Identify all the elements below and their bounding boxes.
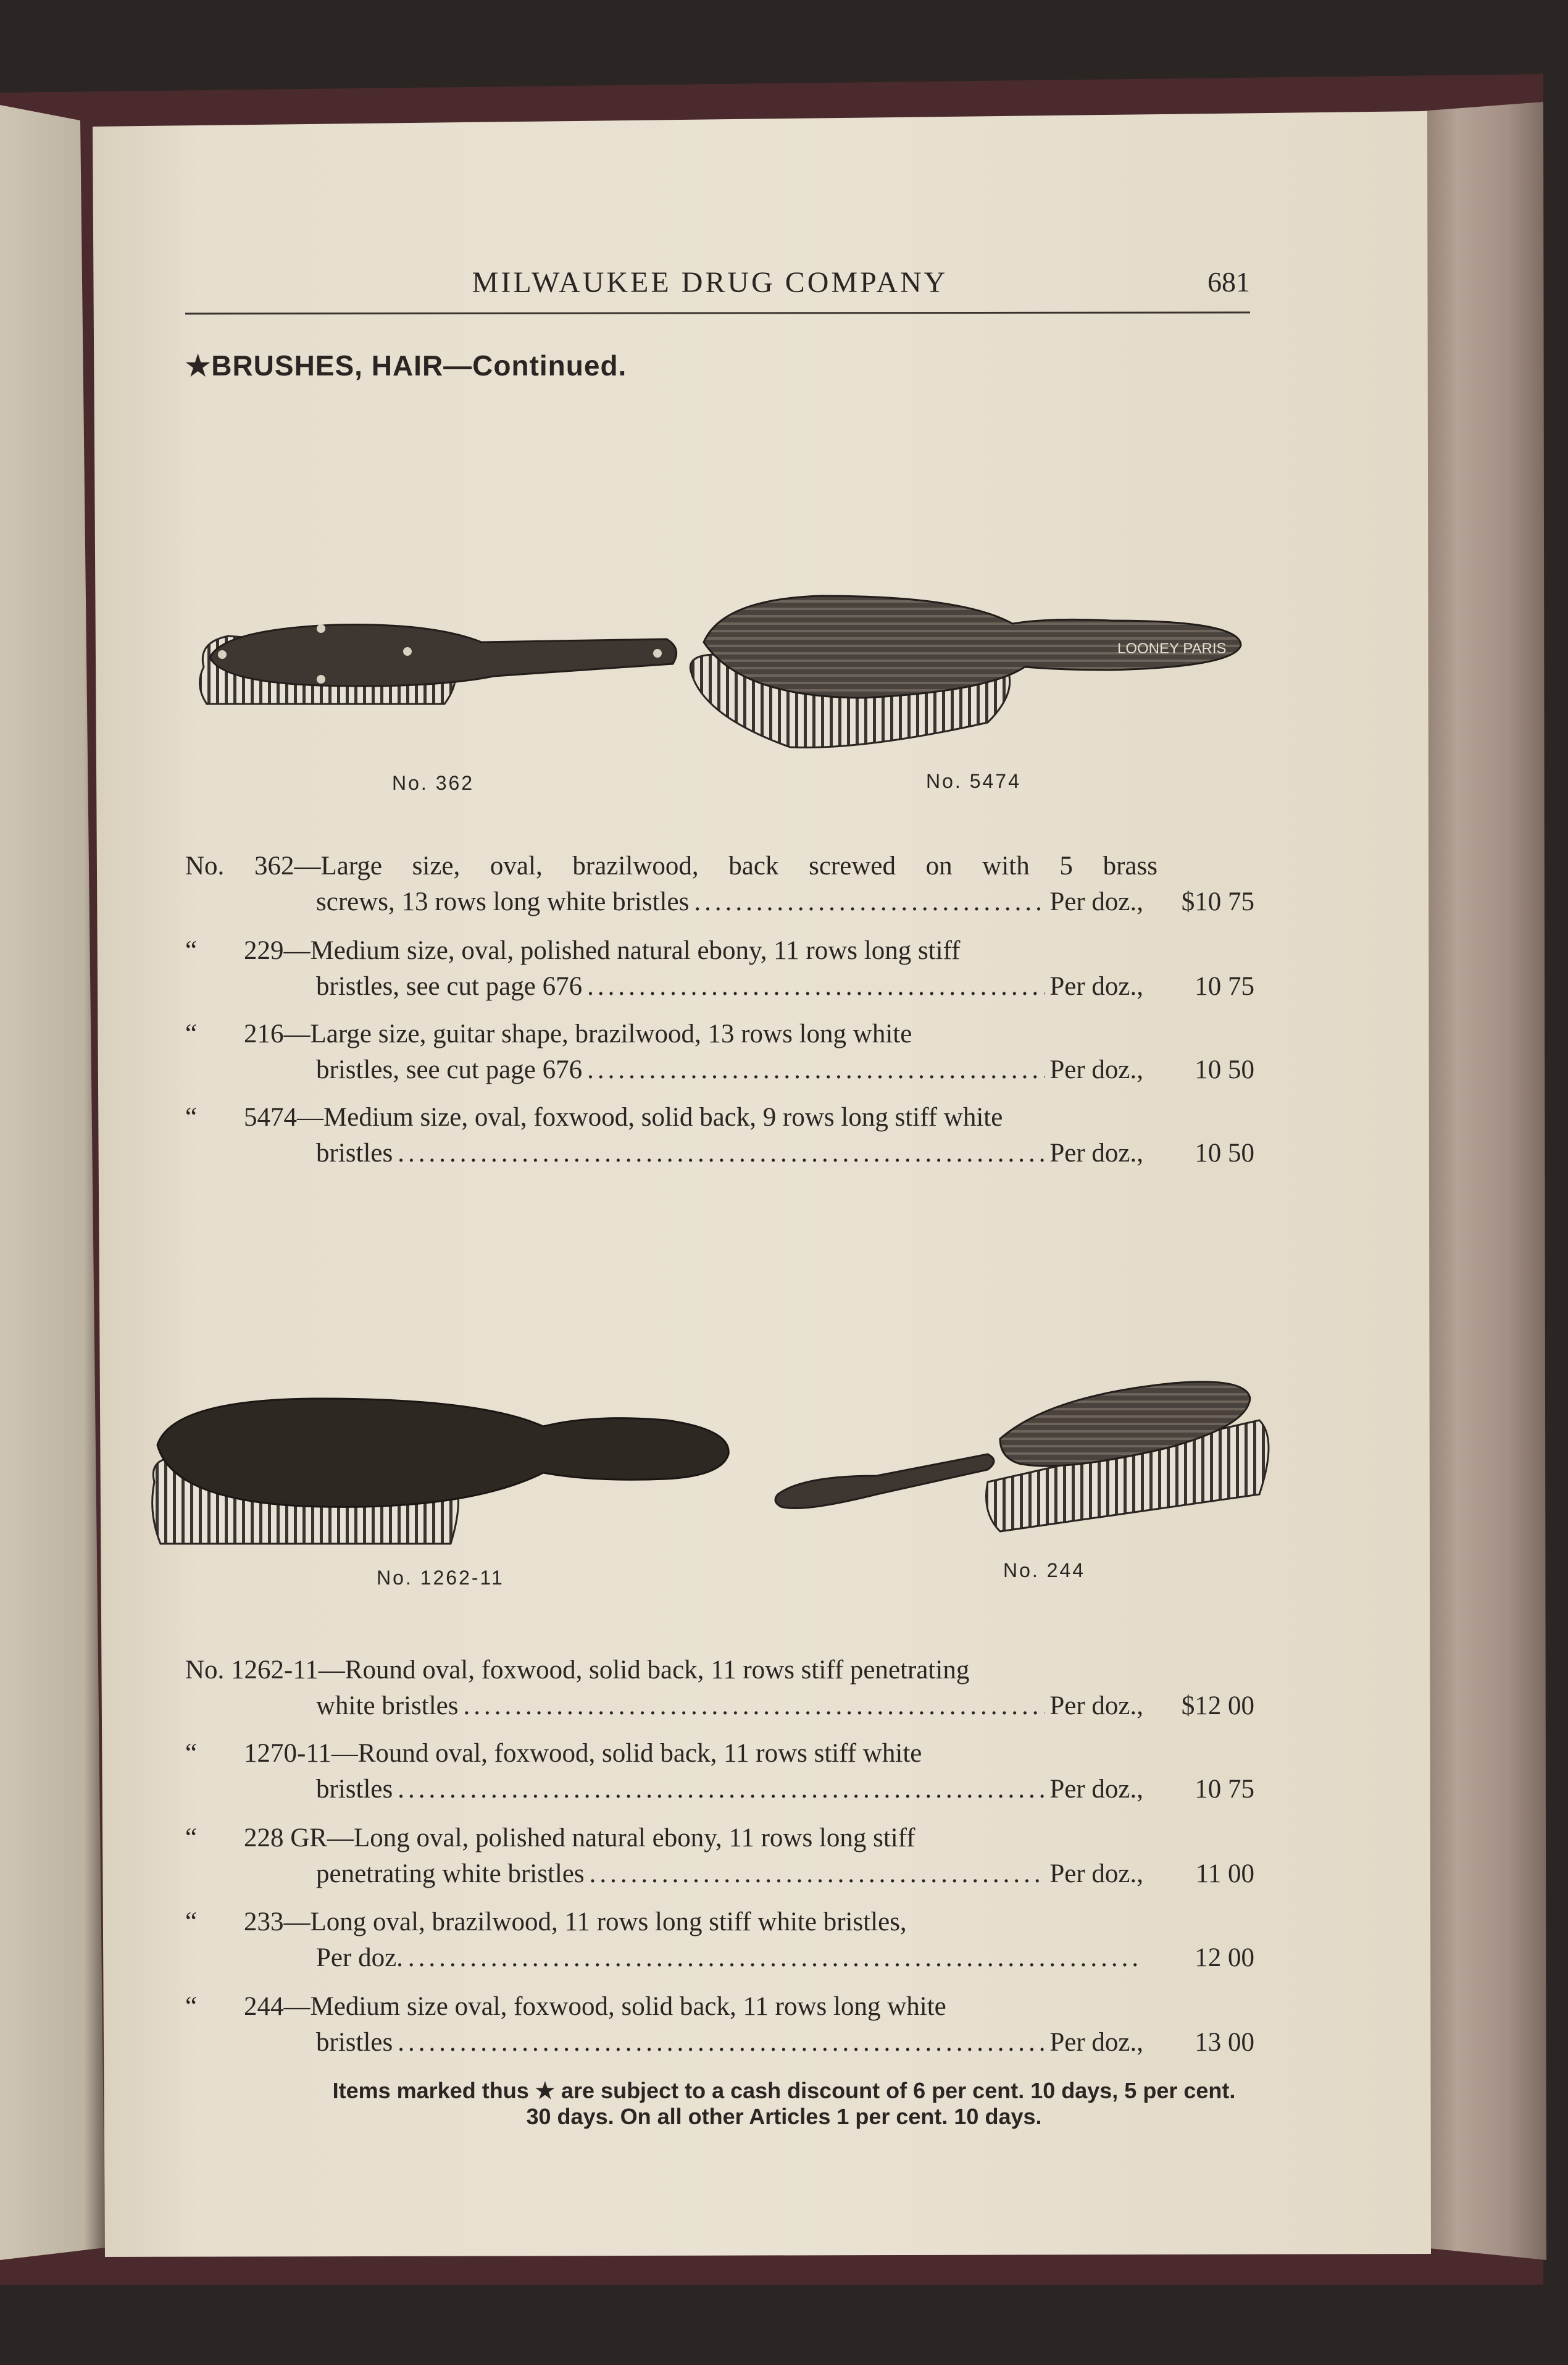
ditto-mark: “	[185, 1739, 198, 1768]
entry-unit: Per doz.,	[1049, 972, 1143, 1001]
figure-caption: No. 244	[1003, 1559, 1086, 1581]
leader-dots	[398, 1138, 1045, 1168]
leader-dots	[587, 1055, 1045, 1085]
page-header-title: MILWAUKEE DRUG COMPANY	[472, 266, 948, 299]
entry-description-cont: screws, 13 rows long white bristles	[316, 887, 690, 916]
ditto-mark: “	[185, 936, 198, 965]
discount-footnote	[0, 2078, 1568, 2130]
entry-price: 10 75	[1195, 972, 1254, 1001]
section-title: ★BRUSHES, HAIR—Continued.	[185, 350, 627, 382]
entry-unit: Per doz.,	[1049, 1691, 1143, 1720]
footnote-line: Items marked thus ★ are subject to a cash discount of 6 per cent. 10 days, 5 per cent.	[332, 2078, 1236, 2103]
ditto-mark: “	[185, 1823, 198, 1852]
entry-description: 216—Large size, guitar shape, brazilwood, 13 rows long white	[244, 1019, 912, 1049]
brush-imprint: LOONEY PARIS	[1117, 640, 1227, 657]
leader-dots	[398, 1774, 1045, 1804]
entry-unit: Per doz.,	[1049, 887, 1143, 916]
entry-unit: Per doz.,	[1049, 2028, 1143, 2057]
ditto-mark: “	[185, 1907, 198, 1936]
entry-price: 10 75	[1195, 1775, 1254, 1804]
entry-description: No. 362—Large size, oval, brazilwood, back screwed on with 5 brass	[185, 852, 1157, 881]
leader-dots	[398, 2027, 1045, 2057]
entry-description: 244—Medium size oval, foxwood, solid back, 11 rows long white	[244, 1992, 946, 2021]
entry-description: 228 GR—Long oval, polished natural ebony, 11 rows long stiff	[244, 1823, 915, 1852]
figure-caption: No. 1262-11	[377, 1567, 504, 1589]
figure-caption: No. 362	[392, 772, 475, 794]
entry-description: 1270-11—Round oval, foxwood, solid back, 11 rows stiff white	[244, 1739, 922, 1768]
entry-description: No. 1262-11—Round oval, foxwood, solid back, 11 rows stiff penetrating	[185, 1656, 970, 1685]
footnote-line: 30 days. On all other Articles 1 per cent. 10 days.	[526, 2104, 1042, 2129]
entry-unit: Per doz.,	[1049, 1859, 1143, 1888]
entry-price: 11 00	[1195, 1859, 1254, 1888]
leader-dots	[587, 971, 1045, 1002]
entry-description-cont: bristles	[316, 1139, 393, 1168]
entry-price: 10 50	[1195, 1139, 1254, 1168]
entry-description: 233—Long oval, brazilwood, 11 rows long stiff white bristles,	[244, 1907, 907, 1936]
entry-description-cont: bristles, see cut page 676	[316, 972, 583, 1001]
header-rule	[185, 312, 1250, 314]
entry-description-cont: bristles, see cut page 676	[316, 1055, 583, 1084]
entry-description-cont: penetrating white bristles	[316, 1859, 585, 1888]
ditto-mark: “	[185, 1019, 198, 1049]
leader-dots	[464, 1691, 1045, 1721]
entry-description: 5474—Medium size, oval, foxwood, solid back, 9 rows long stiff white	[244, 1103, 1003, 1132]
entry-description-cont: Per doz.	[316, 1943, 403, 1972]
entry-description-cont: bristles	[316, 1775, 393, 1804]
leader-dots	[590, 1859, 1045, 1889]
leader-dots	[408, 1943, 1138, 1973]
page-number: 681	[1207, 266, 1250, 298]
entry-price: 13 00	[1195, 2028, 1254, 2057]
entry-description: 229—Medium size, oval, polished natural ebony, 11 rows long stiff	[244, 936, 961, 965]
page-stack-edge	[1420, 102, 1546, 2260]
figure-caption: No. 5474	[926, 770, 1021, 792]
entry-price: $10 75	[1181, 887, 1254, 916]
leader-dots	[694, 887, 1045, 917]
entry-description-cont: white bristles	[316, 1691, 459, 1720]
ditto-mark: “	[185, 1992, 198, 2021]
entry-price: 10 50	[1195, 1055, 1254, 1084]
entry-unit: Per doz.,	[1049, 1055, 1143, 1084]
ditto-mark: “	[185, 1103, 198, 1132]
entry-unit: Per doz.,	[1049, 1139, 1143, 1168]
entry-description-cont: bristles	[316, 2028, 393, 2057]
entry-unit: Per doz.,	[1049, 1775, 1143, 1804]
entry-price: 12 00	[1195, 1943, 1254, 1972]
entry-price: $12 00	[1181, 1691, 1254, 1720]
